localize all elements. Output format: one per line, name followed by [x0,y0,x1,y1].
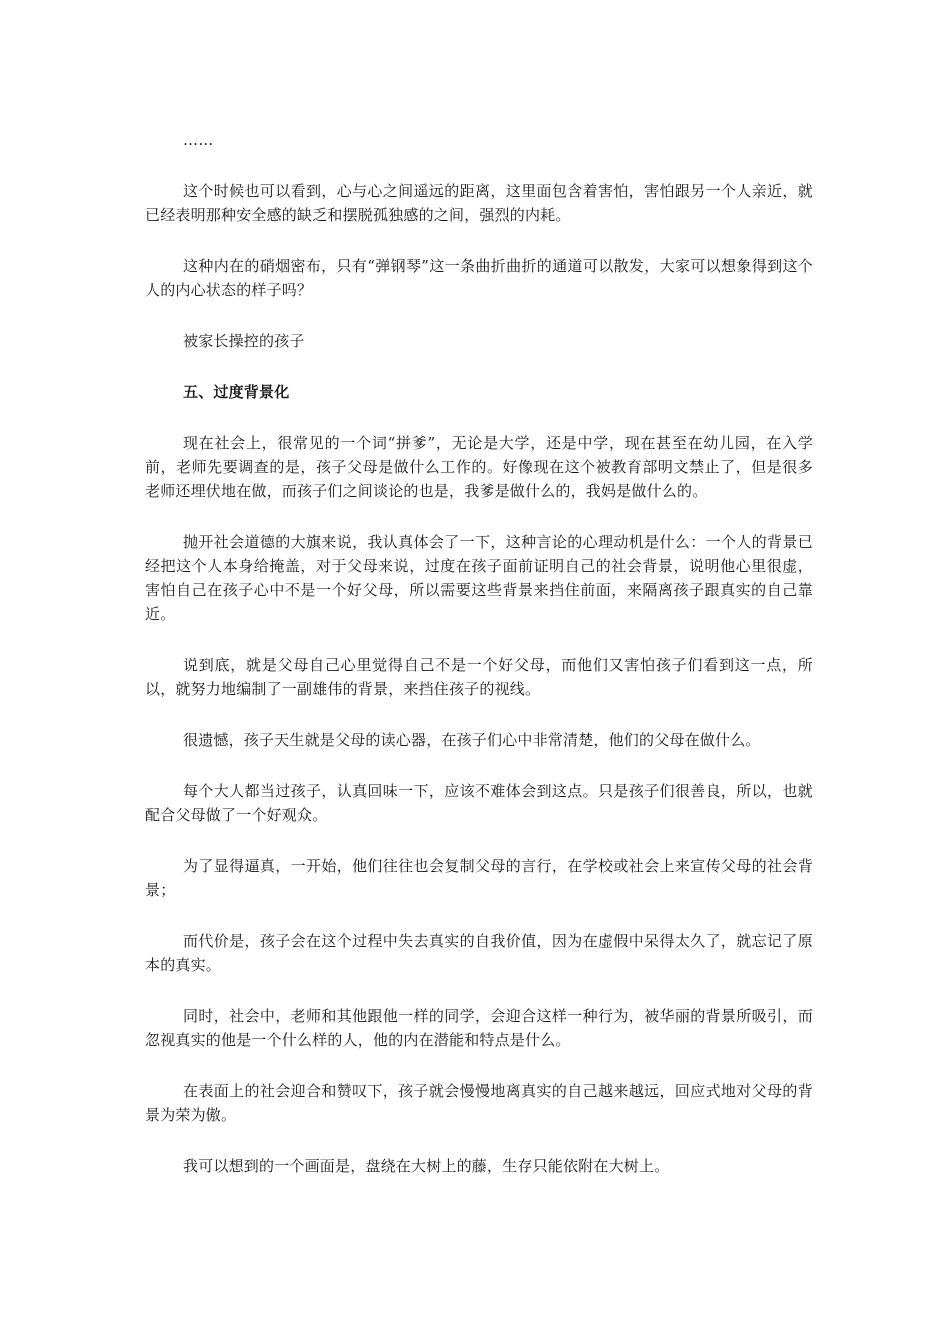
section-heading: 五、过度背景化 [183,383,290,401]
paragraph: 而代价是，孩子会在这个过程中失去真实的自我价值，因为在虚假中呆得太久了，就忘记了原本的真实。 [145,932,813,974]
document-page [145,128,813,1205]
paragraph: 说到底，就是父母自己心里觉得自己不是一个好父母，而他们又害怕孩子们看到这一点，所以，就努力地编制了一副雄伟的背景，来挡住孩子的视线。 [145,656,813,698]
paragraph: 抛开社会道德的大旗来说，我认真体会了一下，这种言论的心理动机是什么：一个人的背景已经把这个人本身给掩盖，对于父母来说，过度在孩子面前证明自己的社会背景，说明他心里很虚，害怕自己在孩子心中不是一个好父母，所以需要这些背景来挡住前面，来隔离孩子跟真实的自己靠近。 [145,533,813,623]
paragraph: 同时，社会中，老师和其他跟他一样的同学，会迎合这样一种行为，被华丽的背景所吸引，而忽视真实的他是一个什么样的人，他的内在潜能和特点是什么。 [145,1007,813,1049]
paragraph: 这种内在的硝烟密布，只有“弹钢琴”这一条曲折曲折的通道可以散发，大家可以想象得到这个人的内心状态的样子吗？ [145,257,813,299]
paragraph: 我可以想到的一个画面是，盘绕在大树上的藤，生存只能依附在大树上。 [183,1157,670,1175]
subheading-text: 被家长操控的孩子 [183,332,305,350]
paragraph: 为了显得逼真，一开始，他们往往也会复制父母的言行，在学校或社会上来宣传父母的社会背景； [145,857,813,899]
paragraph: 很遗憾，孩子天生就是父母的读心器，在孩子们心中非常清楚，他们的父母在做什么。 [183,731,761,749]
paragraph: 每个大人都当过孩子，认真回味一下，应该不难体会到这点。只是孩子们很善良，所以，也就配合父母做了一个好观众。 [145,782,813,824]
paragraph: 在表面上的社会迎合和赞叹下，孩子就会慢慢地离真实的自己越来越远，回应式地对父母的背景为荣为傲。 [145,1082,813,1124]
paragraph: 现在社会上，很常见的一个词“拼爹”，无论是大学，还是中学，现在甚至在幼儿园，在入学前，老师先要调查的是，孩子父母是做什么工作的。好像现在这个被教育部明文禁止了，但是很多老师还埋伏地在做，而孩子们之间谈论的也是，我爹是做什么的，我妈是做什么的。 [145,434,813,500]
paragraph: 这个时候也可以看到，心与心之间遥远的距离，这里面包含着害怕，害怕跟另一个人亲近，就已经表明那种安全感的缺乏和摆脱孤独感的之间，强烈的内耗。 [145,182,813,224]
paragraph-ellipsis: …… [183,131,214,149]
